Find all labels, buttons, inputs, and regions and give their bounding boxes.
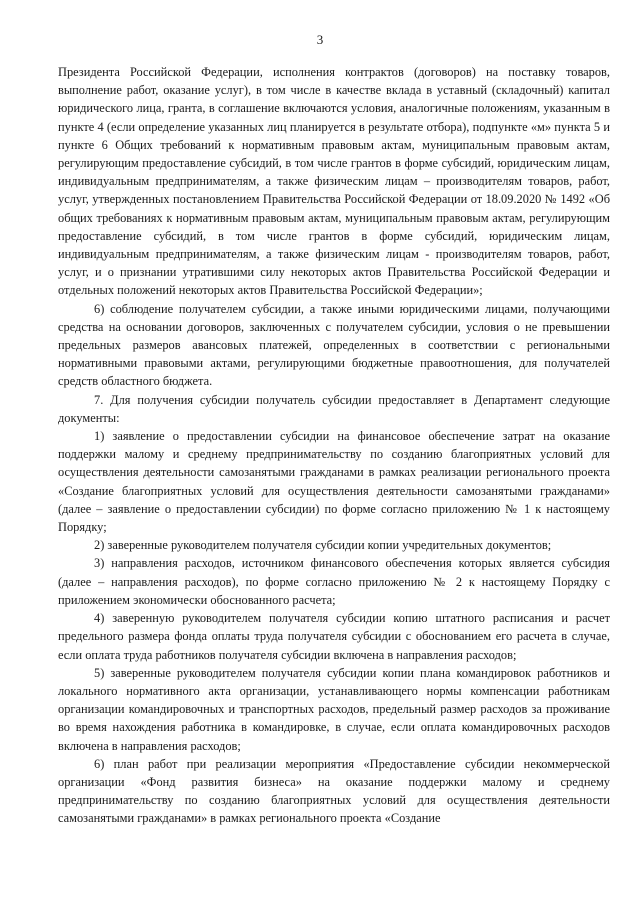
paragraph-item-6: 6) соблюдение получателем субсидии, а также иными юридическими лицами, получающими средства на основании договоров, заключенных с получателем субсидии, условия о не превышении предельных размеров авансовых платежей, определенных в соответствии с региональными нормативными правовыми актами, регулирующими бюджетные правоотношения, для получателей средств областного бюджета. xyxy=(58,301,610,389)
page-number: 3 xyxy=(316,32,324,47)
paragraph-doc-1: 1) заявление о предоставлении субсидии на финансовое обеспечение затрат на оказание поддержки малому и среднему предпринимательству по созданию благоприятных условий для осуществления деятельности самозанятыми гражданами в рамках реализации регионального проекта «Создание благоприятных условий для осуществления деятельности самозанятыми гражданами» (далее – заявление о предоставлении субсидии) по форме согласно приложению № 1 к настоящему Порядку; xyxy=(58,429,610,535)
paragraph-doc-4: 4) заверенную руководителем получателя субсидии копию штатного расписания и расчет предельного размера фонда оплаты труда получателя субсидии с обоснованием его расчета в случае, если оплата труда работников получателя субсидии включена в направления расходов; xyxy=(58,611,610,662)
paragraph-doc-3: 3) направления расходов, источником финансового обеспечения которых является субсидия (далее – направления расходов), по форме согласно приложению № 2 к настоящему Порядку с приложением экономически обоснованного расчета; xyxy=(58,556,610,607)
document-body xyxy=(58,63,610,828)
paragraph-doc-2: 2) заверенные руководителем получателя субсидии копии учредительных документов; xyxy=(94,538,552,553)
paragraph-doc-5: 5) заверенные руководителем получателя субсидии копии плана командировок работников и локального нормативного акта организации, устанавливающего нормы компенсации работникам организации командировочных и транспортных расходов, предельный размер расходов за проживание во время нахождения работника в командировке, в случае, если оплата командировочных расходов включена в направления расходов; xyxy=(58,665,610,753)
paragraph-doc-6: 6) план работ при реализации мероприятия «Предоставление субсидии некоммерческой организации «Фонд развития бизнеса» на оказание поддержки малому и среднему предпринимательству по созданию благоприятных условий для осуществления деятельности самозанятыми гражданами» в рамках регионального проекта «Создание xyxy=(58,756,610,826)
paragraph-continuation: Президента Российской Федерации, исполнения контрактов (договоров) на поставку товаров, выполнение работ, оказание услуг), в том числе в качестве вклада в уставный (складочный) капитал юридического лица, гранта, в соглашение включаются условия, аналогичные положениям, указанным в пункте 4 (если определение указанных лиц планируется в результате отбора), подпункте «м» пункта 5 и пункте 6 Общих требований к нормативным правовым актам, муниципальным правовым актам, регулирующим предоставление субсидий, в том числе грантов в форме субсидий, юридическим лицам, индивидуальным предпринимателям, а также физическим лицам – производителям товаров, работ, услуг, утвержденных постановлением Правительства Российской Федерации от 18.09.2020 № 1492 «Об общих требованиях к нормативным правовым актам, муниципальным правовым актам, регулирующим предоставление субсидий, в том числе грантов в форме субсидий, юридическим лицам, индивидуальным предпринимателям, а также физическим лицам - производителям товаров, работ, услуг, и о признании утратившими силу некоторых актов Правительства Российской Федерации и отдельных положений некоторых актов Правительства Российской Федерации»; xyxy=(58,65,610,298)
paragraph-section-7: 7. Для получения субсидии получатель субсидии предоставляет в Департамент следующие документы: xyxy=(58,392,610,425)
